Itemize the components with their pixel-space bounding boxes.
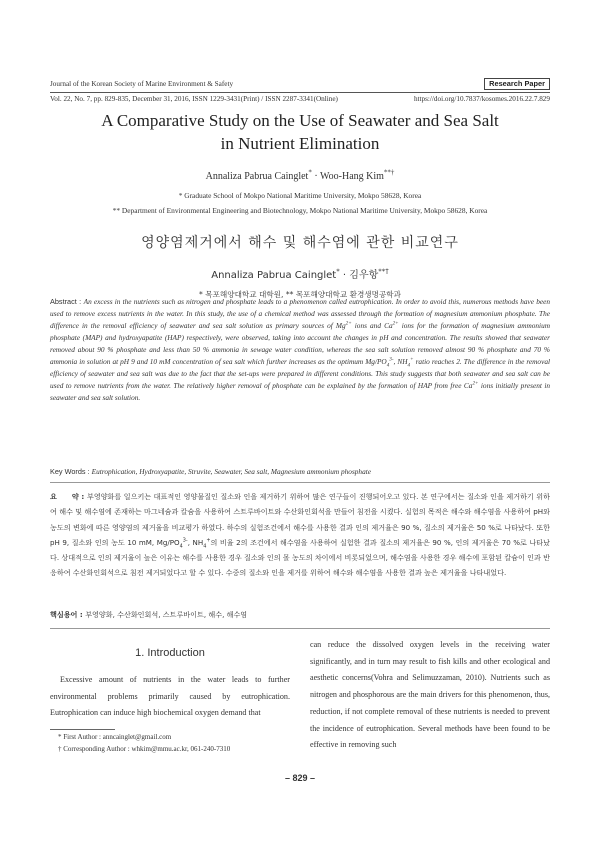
paper-title-line1: A Comparative Study on the Use of Seawater and Sea Salt xyxy=(101,111,499,130)
paper-title-ko: 영양염제거에서 해수 및 해수염에 관한 비교연구 xyxy=(141,235,459,251)
abstract-ko-text-2: , NH xyxy=(187,537,204,547)
doi-link[interactable]: https://doi.org/10.7837/kosomes.2016.22.7.829 xyxy=(413,95,550,103)
author-1-ko-mark: * xyxy=(336,267,340,276)
author-1-mark: * xyxy=(308,168,312,177)
abstract-sup: + xyxy=(410,356,414,363)
abstract-sub: 4 xyxy=(407,362,411,369)
abstract-text-5: ratio reaches 2. The difference in the removal efficiency of seawater and sea salt was due to the fact that the set-ups were prepared in different conditions. This study suggests that both seawater and sea salt can be used to remove nutrients from the water. The relatively higher removal of phosphate can be explained by the formation of HAP from free Ca xyxy=(50,357,550,391)
abstract-ko-colon: : xyxy=(78,492,87,501)
abstract-sup: 2+ xyxy=(345,320,352,327)
abstract-ko-sub: 4 xyxy=(179,543,183,550)
author-2-mark: **† xyxy=(383,168,395,177)
abstract-ko-sup: 3- xyxy=(182,537,188,544)
body-left-column xyxy=(50,672,290,722)
abstract-text-3: ions for the formation of magnesium ammonium phosphate (MAP) and hydroxyapatite (HAP) respectively, were observed, taking into account the changes in pH and concentration. The results showed that seawater removed about 90 % phosphate and less than 50 % ammonia in sewage water condition, whereas the sea salt solution removed almost 90 % phosphate and 70 % ammonia in solution at pH 9 and 10 mM concentration of sea salt which further increases as the optimum Mg/PO xyxy=(50,321,550,367)
authors-ko xyxy=(0,266,600,281)
author-2-ko-mark: **† xyxy=(378,267,389,276)
author-ko-separator: · xyxy=(339,270,350,281)
abstract-ko-text-3: 의 비율 2의 조건에서 해수염을 사용하여 실험한 결과 질소의 제거율은 90 %, 인의 제거율은 70 %로 나타났다. 상대적으로 인의 제거율이 높은 이유는 해수를 사용한 경우 질소와 인의 몰 농도의 차이에서 비롯되었으며, 해수염을 사용한 경우 해수에 포함된 칼슘이 인과 반응하여 수산화인회석으로 침전 제거되었다고 할 수 있다. 수중의 질소와 인을 제거를 위하여 해수와 해수염을 사용한 결과 높은 제거율을 나타내었다. xyxy=(50,537,551,578)
abstract-sup: 2+ xyxy=(472,380,479,387)
paragraph: can reduce the dissolved oxygen levels in the receiving water significantly, and in turn may result to fish kills and other ecological and aesthetic concerns(Vohra and Selimuzzaman, 2010). Nutrients such as nitrogen and phosphorous are the main drivers for this phenomenon, thus, reduction, if not complete removal of these nutrients is needed to prevent the incidence of eutrophication. Several methods have been found to be effective in removing such xyxy=(310,640,550,750)
abstract-text-1: An excess in the nutrients such as nitrogen and phosphate leads to a phenomenon called eutrophication. In order to avoid this, numerous methods have been used to remove excess nutrients in the water. In this study, the use of a chemical method was assessed through the formation of magnesium ammonium phosphate. The difference in the removal efficiency of seawater and sea salt solution as primary sources of Mg xyxy=(50,297,550,331)
author-2-ko: 김우항 xyxy=(349,270,379,281)
abstract-text-6: ions initially present in seawater and sea salt solution. xyxy=(50,381,551,403)
keywords-text: Eutrophication, Hydroxyapatite, Struvite, Seawater, Sea salt, Magnesium ammonium phosphate xyxy=(91,467,371,476)
affiliations-ko: * 목포해양대학교 대학원, ** 목포해양대학교 환경생명공학과 xyxy=(199,290,401,299)
author-separator: · xyxy=(311,171,320,182)
abstract-ko-label: 요 약 xyxy=(50,492,79,501)
affiliation-1-en: * Graduate School of Mokpo National Maritime University, Mokpo 58628, Korea xyxy=(178,191,422,200)
author-1: Annaliza Pabrua Cainglet xyxy=(205,171,309,182)
abstract-label: Abstract xyxy=(50,297,77,306)
abstract-divider xyxy=(50,482,550,483)
authors-en xyxy=(0,168,600,182)
paragraph: Excessive amount of nutrients in the water leads to further environmental problems primarily caused by eutrophication. Eutrophication can induce high biochemical oxygen demand that xyxy=(50,675,290,718)
abstract-sup: 2+ xyxy=(392,320,399,327)
abstract-text-2: ions and Ca xyxy=(351,321,393,331)
footnote-first-author: * First Author : anncainglet@gmail.com xyxy=(58,733,172,741)
abstract-ko-sub: 4 xyxy=(203,543,207,550)
page-number: – 829 – xyxy=(284,773,316,783)
abstract-ko xyxy=(50,489,550,581)
abstract-sub: 4 xyxy=(386,362,390,369)
footnote-corresponding: † Corresponding Author : whkim@mmu.ac.kr, 061-240-7310 xyxy=(58,745,231,753)
body-right-column xyxy=(310,637,550,754)
abstract-colon: : xyxy=(76,297,84,306)
keywords-en xyxy=(50,467,550,476)
keywords-colon: : xyxy=(85,467,92,476)
keywords-label: Key Words xyxy=(50,467,86,476)
volume-issn-line: Vol. 22, No. 7, pp. 829-835, December 31, 2016, ISSN 1229-3431(Print) / ISSN 2287-3341(Online) xyxy=(50,95,338,103)
author-1-ko: Annaliza Pabrua Cainglet xyxy=(211,270,337,281)
header-divider xyxy=(50,92,550,93)
keywords-ko-text: 부영양화, 수산화인회석, 스트루바이트, 해수, 해수염 xyxy=(85,610,248,619)
abstract-text-4: , NH xyxy=(393,357,408,367)
abstract-ko-text-1: 부영양화를 일으키는 대표적인 영양물질인 질소와 인을 제거하기 위하여 많은 연구들이 진행되어오고 있다. 본 연구에서는 질소와 인을 제거하기 위하여 해수 및 해수염에 존재하는 마그네슘과 칼슘을 사용하여 스트루바이트와 수산화인회석을 만들어 침전을 시켰다. 실험의 목적은 해수와 해수염을 사용하여 pH와 농도의 변화에 따른 영양염의 제거율을 비교평가 하였다. 하수의 실험조건에서 해수를 사용한 결과 인의 제거율은 90 %, 질소의 제거율은 50 %로 나타났다. 또한 pH 9, 질소와 인의 농도 10 mM, Mg/PO xyxy=(50,492,550,547)
journal-name: Journal of the Korean Society of Marine Environment & Safety xyxy=(50,80,234,88)
body-divider xyxy=(50,628,550,629)
footnote-divider xyxy=(50,729,115,730)
keywords-ko xyxy=(50,610,247,620)
author-2: Woo-Hang Kim xyxy=(320,171,384,182)
abstract-ko-sup: + xyxy=(206,537,211,544)
paper-title-line2: in Nutrient Elimination xyxy=(220,134,380,153)
keywords-ko-label: 핵심용어 xyxy=(50,610,78,619)
abstract-sup: 3- xyxy=(389,356,394,363)
section-heading: 1. Introduction xyxy=(135,647,205,659)
keywords-ko-colon: : xyxy=(77,610,86,619)
abstract-en xyxy=(50,296,550,404)
article-type-badge: Research Paper xyxy=(484,78,550,90)
affiliation-2-en: ** Department of Environmental Engineering and Biotechnology, Mokpo National Maritime University, Mokpo 58628, Korea xyxy=(112,206,488,215)
